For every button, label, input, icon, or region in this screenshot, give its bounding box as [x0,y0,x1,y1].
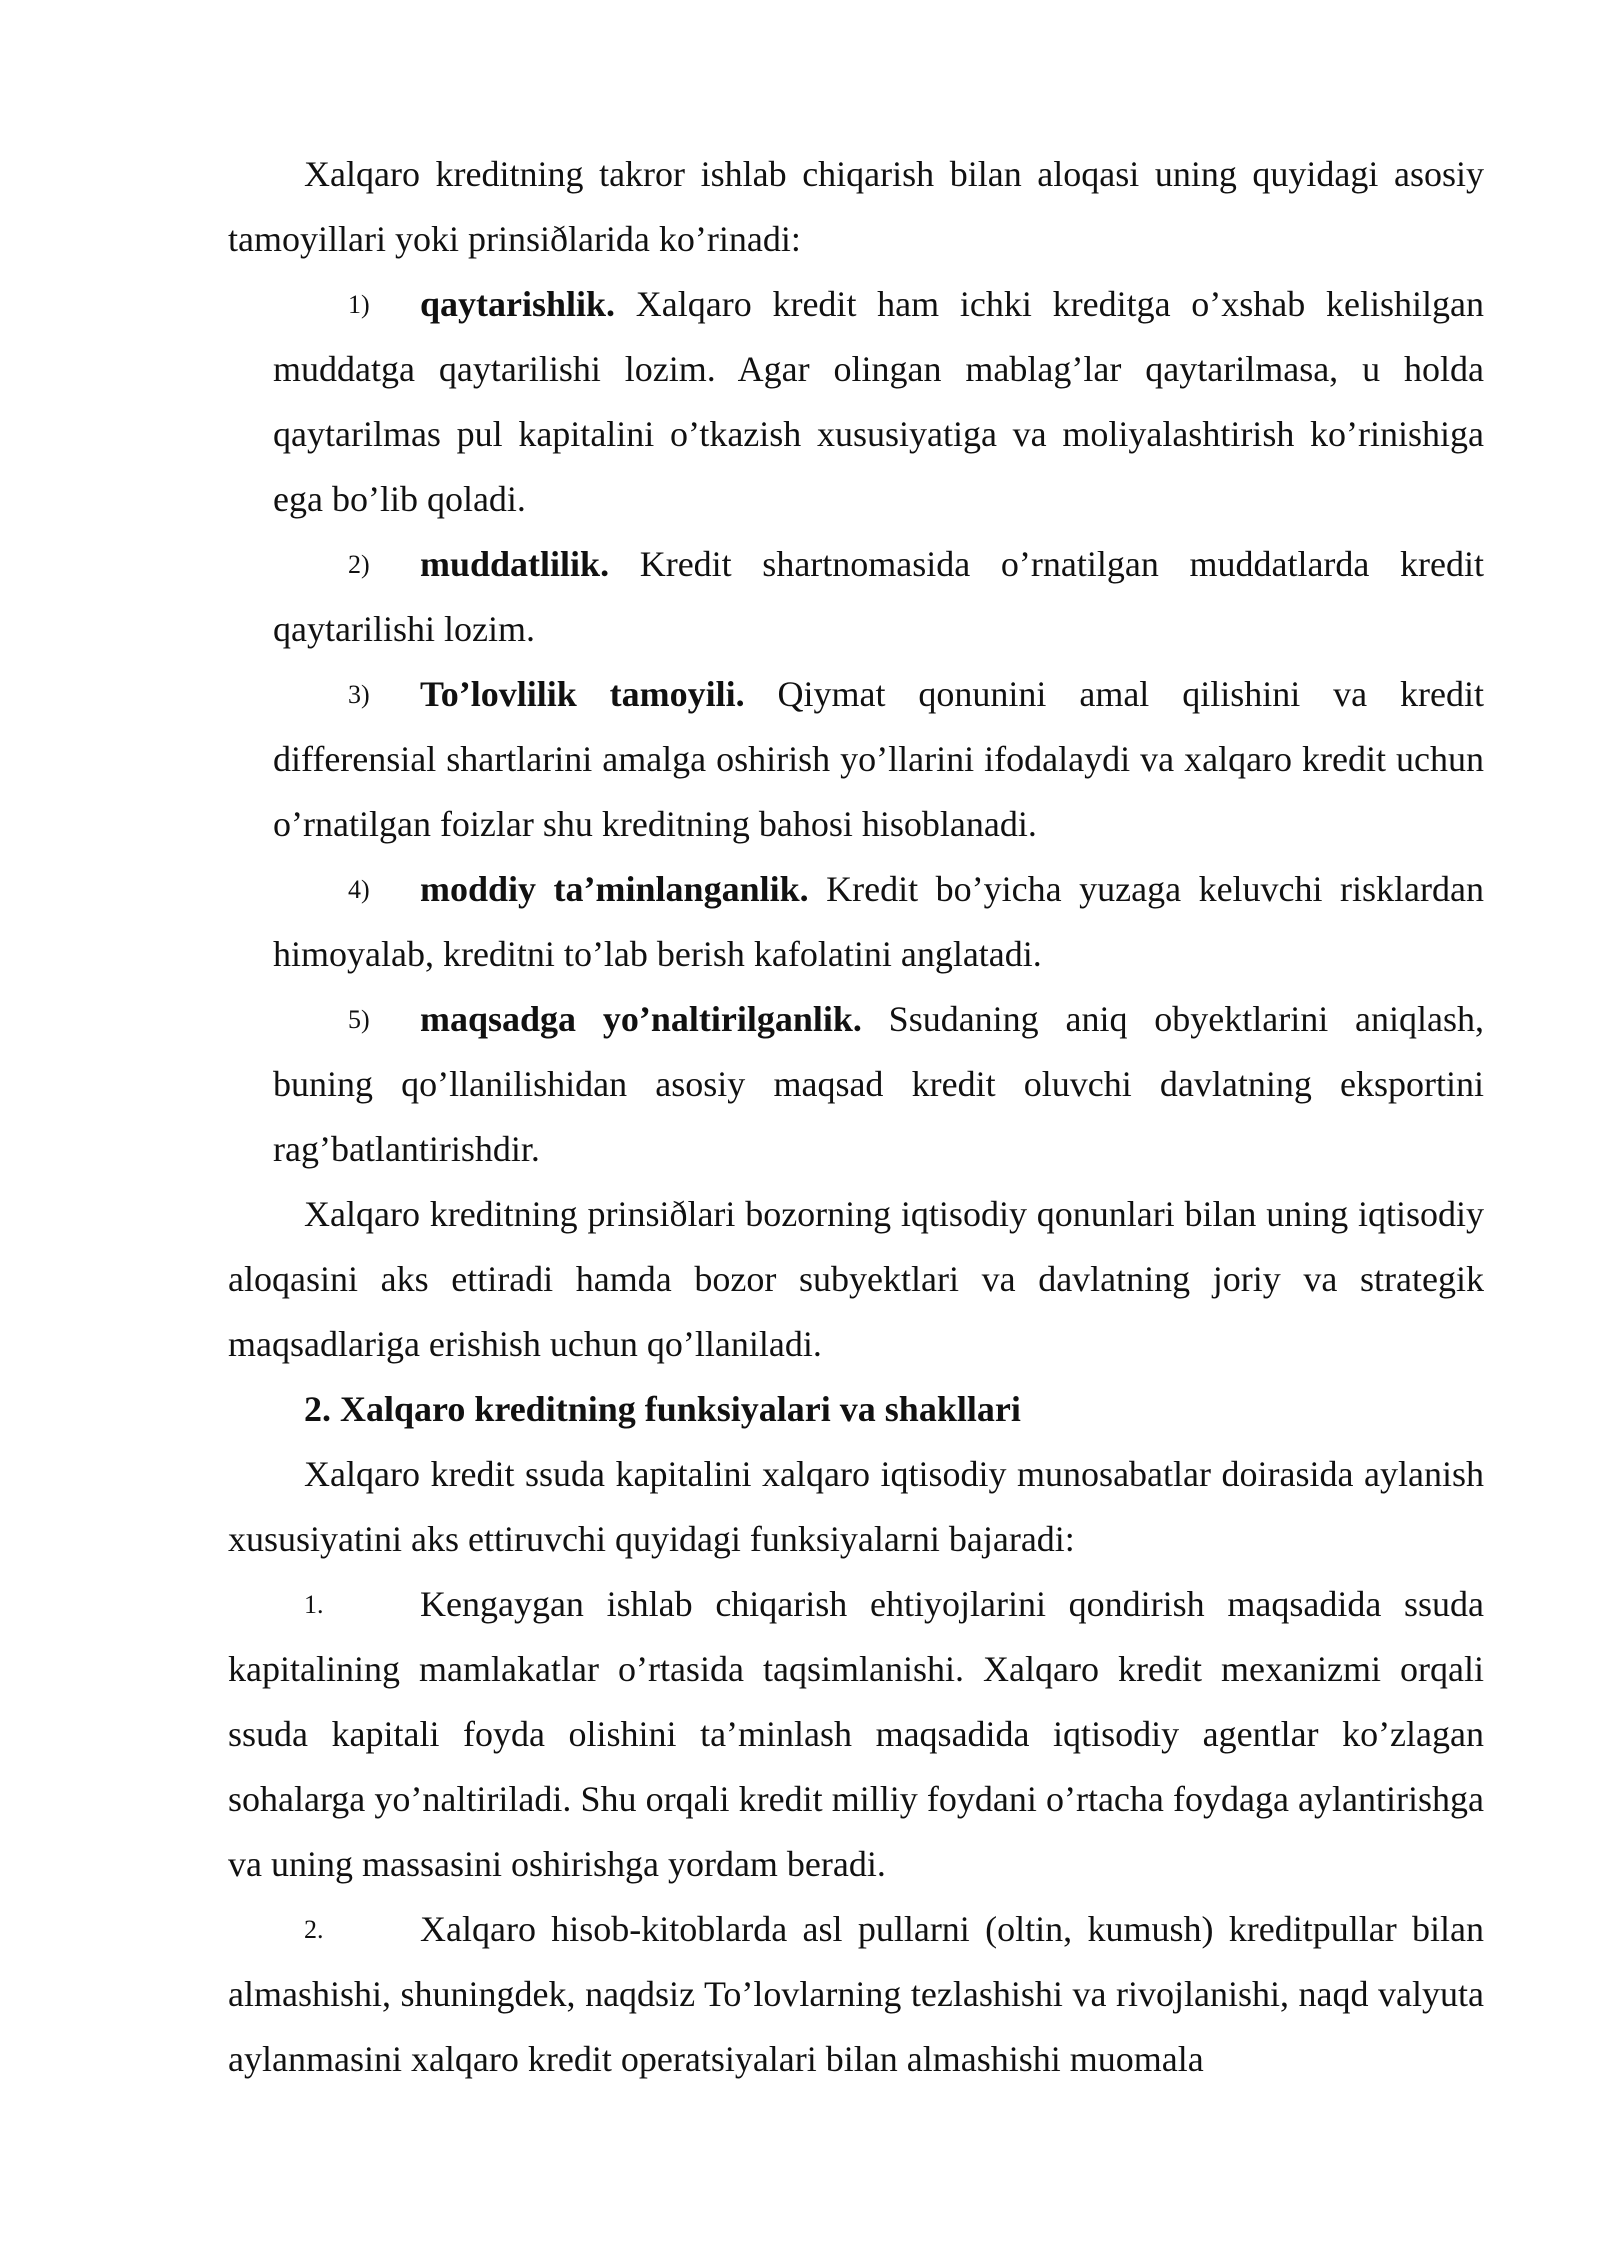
principle-3-marker: 3) [348,680,370,709]
principle-4 [273,857,1484,987]
principle-3-term: To’lovlilik tamoyili. [420,674,745,714]
principle-3 [273,662,1484,857]
summary-paragraph: Xalqaro kreditning prinsiðlari bozorning iqtisodiy qonunlari bilan uning iqtisodiy aloqasini aks ettiradi hamda bozor subyektlari va davlatning joriy va strategik maqsadlariga erishish uchun qo’llaniladi. [228,1194,1484,1364]
function-2-marker: 2. [304,1915,324,1944]
function-1-marker: 1. [304,1590,324,1619]
section-heading: 2. Xalqaro kreditning funksiyalari va shakllari [304,1389,1021,1429]
principle-4-term: moddiy ta’minlanganlik. [420,869,809,909]
principle-4-text: Kredit bo’yicha yuzaga keluvchi risklardan himoyalab, kreditni to’lab berish kafolatini anglatadi. [273,869,1485,974]
principle-5-text: Ssudaning aniq obyektlarini aniqlash, buning qo’llanilishidan asosiy maqsad kredit oluvchi davlatning eksportini rag’batlantirishdir. [273,999,1484,1169]
principle-5-marker: 5) [348,1005,370,1034]
principle-2-marker: 2) [348,550,370,579]
intro-paragraph: Xalqaro kreditning takror ishlab chiqarish bilan aloqasi uning quyidagi asosiy tamoyillari yoki prinsiðlarida ko’rinadi: [228,154,1484,259]
principle-5 [273,987,1484,1182]
section-intro-paragraph: Xalqaro kredit ssuda kapitalini xalqaro iqtisodiy munosabatlar doirasida aylanish xususiyatini aks ettiruvchi quyidagi funksiyalarni bajaradi: [228,1454,1484,1559]
principle-3-text: Qiymat qonunini amal qilishini va kredit differensial shartlarini amalga oshirish yo’llarini ifodalaydi va xalqaro kredit uchun o’rnatilgan foizlar shu kreditning bahosi hisoblanadi. [273,674,1484,844]
principle-2-term: muddatlilik. [420,544,610,584]
principle-1 [273,272,1484,532]
principle-5-term: maqsadga yo’naltirilganlik. [420,999,862,1039]
principle-1-text: Xalqaro kredit ham ichki kreditga o’xshab kelishilgan muddatga qaytarilishi lozim. Agar olingan mablag’lar qaytarilmasa, u holda qaytarilmas pul kapitalini o’tkazish xususiyatiga va moliyalashtirish ko’rinishiga ega bo’lib qoladi. [273,284,1484,519]
function-2: Xalqaro hisob-kitoblarda asl pullarni (oltin, kumush) kreditpullar bilan almashishi, shuningdek, naqdsiz To’lovlarning tezlashishi va rivojlanishi, naqd valyuta aylanmasini xalqaro kredit operatsiyalari bilan almashishi muomala [228,1909,1484,2079]
principle-1-term: qaytarishlik. [420,284,616,324]
principle-2-text: Kredit shartnomasida o’rnatilgan muddatlarda kredit qaytarilishi lozim. [273,544,1484,649]
function-1: Kengaygan ishlab chiqarish ehtiyojlarini qondirish maqsadida ssuda kapitalining mamlakatlar o’rtasida taqsimlanishi. Xalqaro kredit mexanizmi orqali ssuda kapitali foyda olishini ta’minlash maqsadida iqtisodiy agentlar ko’zlagan sohalarga yo’naltiriladi. Shu orqali kredit milliy foydani o’rtacha foydaga aylantirishga va uning massasini oshirishga yordam beradi. [228,1584,1484,1884]
principle-1-marker: 1) [348,290,370,319]
principle-2 [273,532,1484,662]
principle-4-marker: 4) [348,875,370,904]
